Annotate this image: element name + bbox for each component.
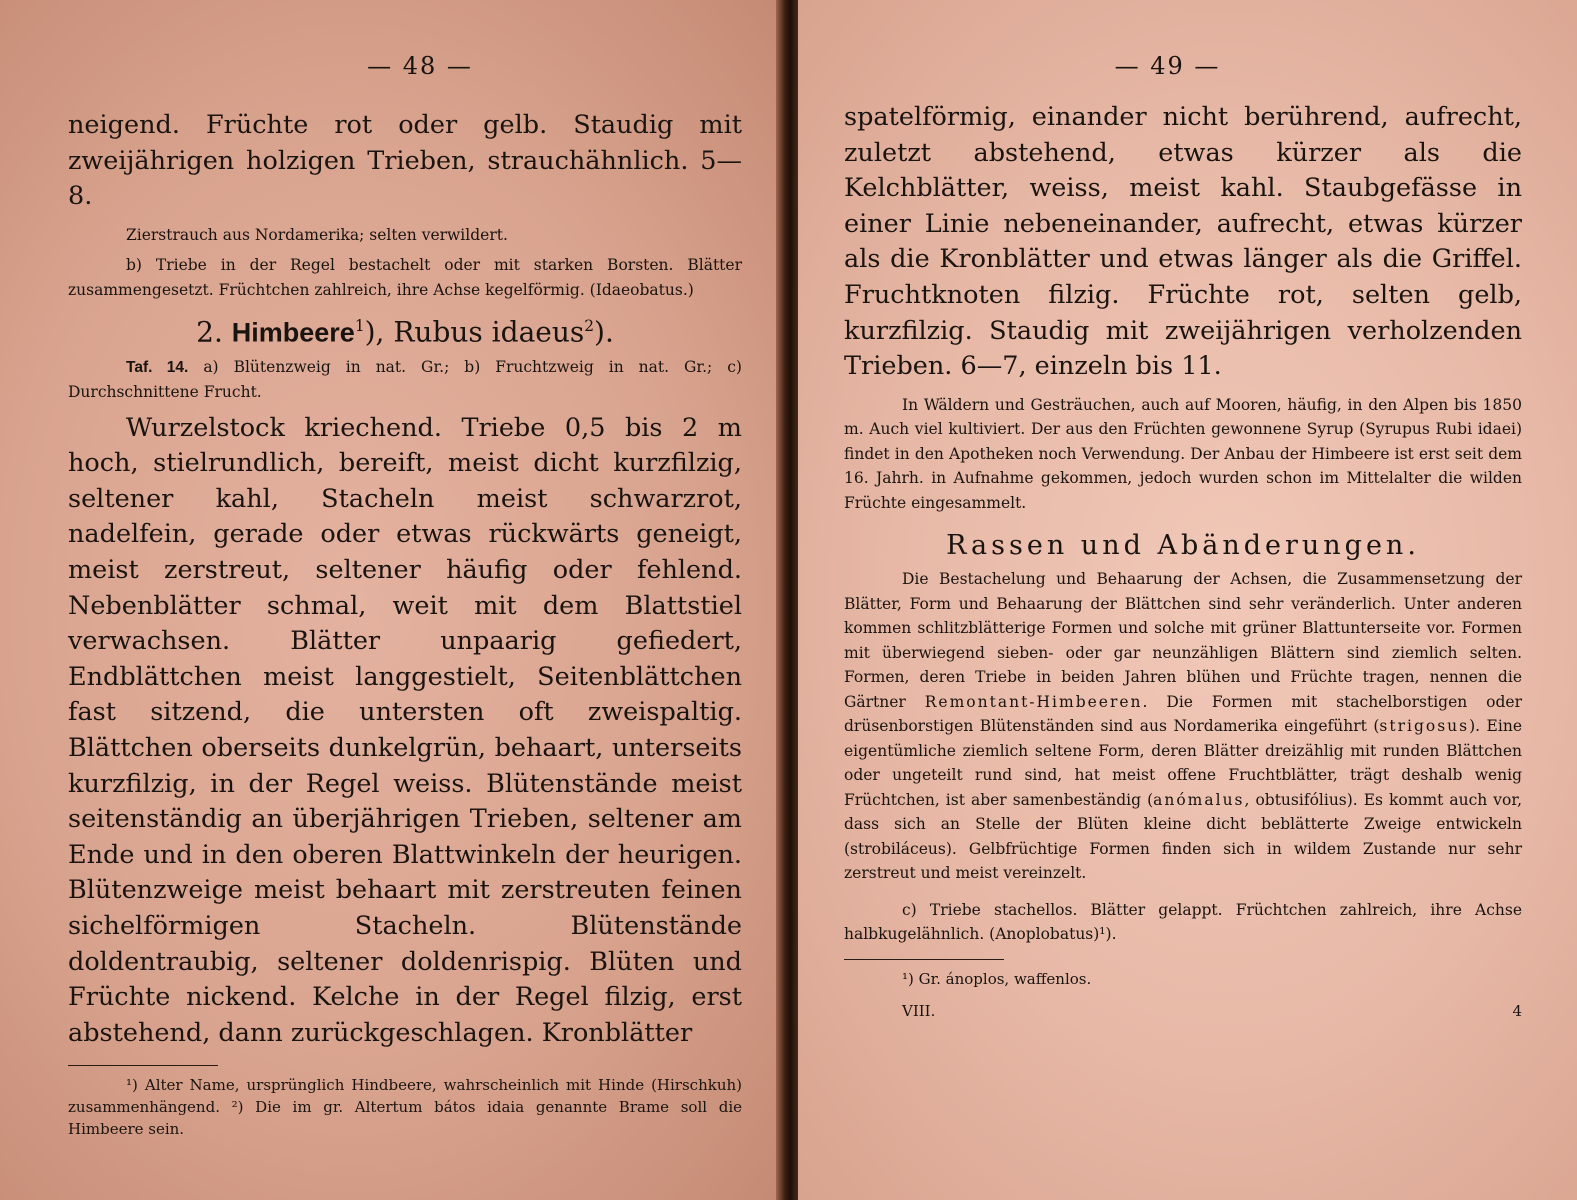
- right-page: [798, 0, 1577, 1200]
- plate-label: Taf. 14.: [126, 358, 189, 376]
- left-page: [0, 0, 780, 1200]
- right-variations: [844, 567, 1522, 886]
- right-footnote-rule: [844, 959, 1004, 960]
- variations-part-3: ). Eine eigentümliche ziemlich seltene Form, deren Blätter dreizählig mit runden Blättchen oder ungeteilt rund sind, hat meist offene Fruchtblätter, trägt deshalb wenig Früchtchen, ist aber samenbeständig (: [844, 717, 1522, 809]
- variations-part-4: , obtusifólius). Es kommt auch vor, dass sich an Stelle der Blüten kleine dicht beblätterte Zweige entwickeln (strobiláceus). Gelbfrüchtige Formen finden sich in wildem Zustande nur sehr zerstreut und meist vereinzelt.: [844, 790, 1523, 883]
- right-bottom-line: [844, 1000, 1522, 1022]
- right-page-content: [798, 100, 1577, 1022]
- species-footnote-mark-2: 2: [584, 317, 595, 336]
- sheet-signature: VIII.: [902, 1001, 936, 1020]
- right-footnote: ¹) Gr. ánoplos, waffenlos.: [902, 969, 1092, 988]
- left-footnote-rule: [68, 1065, 218, 1066]
- sheet-number: 4: [1512, 1001, 1522, 1020]
- right-page-number: — 49 —: [1114, 52, 1221, 80]
- species-common-name: Himbeere: [231, 317, 355, 348]
- plate-caption: [68, 355, 742, 405]
- left-page-number: — 48 —: [367, 52, 473, 80]
- left-description: Wurzelstock kriechend. Triebe 0,5 bis 2 m hoch, stielrundlich, bereift, meist dicht kurzfilzig, seltener kahl, Stacheln meist schwarzrot, nadelfein, gerade oder etwas rückwärts geneigt, meist zerstreut, seltener häufig oder fehlend. Nebenblätter schmal, weit mit dem Blattstiel verwachsen. Blätter unpaarig gefiedert, Endblättchen meist langgestielt, Seitenblättchen fast sitzend, die untersten oft zweispaltig. Blättchen oberseits dunkelgrün, behaart, unterseits kurzfilzig, in der Regel weiss. Blütenstände meist seitenständig an überjährigen Trieben, seltener am Ende und in den oberen Blattwinkeln der heurigen. Blütenzweige meist behaart mit zerstreuten feinen sichelförmigen Stacheln. Blütenstände doldentraubig, seltener doldenrispig. Blüten und Früchte nickend. Kelche in der Regel filzig, erst abstehend, dann zurückgeschlagen. Kronblätter: [68, 412, 742, 1048]
- right-habitat: In Wäldern und Gesträuchen, auch auf Mooren, häufig, in den Alpen bis 1850 m. Auch viel kultiviert. Der aus den Früchten gewonnene Syrup (Syrupus Rubi idaei) findet in den Apotheken noch Verwendung. Der Anbau der Himbeere ist erst seit dem 16. Jahrh. in Aufnahme gekommen, jedoch wurden schon im Mittelalter die wilden Früchte eingesammelt.: [844, 395, 1522, 512]
- left-intro-text: neigend. Früchte rot oder gelb. Staudig mit zweijährigen holzigen Trieben, strauchähnlich. 5—8.: [68, 110, 742, 212]
- left-page-content: [0, 108, 780, 1140]
- variations-part-2: . Die Formen mit stachelborstigen oder drüsenborstigen Blütenständen sind aus Nordamerika eingeführt (: [844, 692, 1522, 736]
- variations-part-1: Die Bestachelung und Behaarung der Achsen, die Zusammensetzung der Blätter, Form und Behaarung der Blättchen sind sehr veränderlich. Unter anderen kommen schlitzblätterige Formen und solche mit grüner Blattunterseite vor. Formen mit überwiegend sieben- oder gar neunzähligen Blättern sind ziemlich selten. Formen, deren Triebe in beiden Jahren blühen und Früchte tragen, nennen die Gärtner: [844, 570, 1522, 711]
- section-title-rassen: Rassen und Abänderungen.: [946, 530, 1420, 562]
- variations-anomalus: anómalus: [1153, 790, 1245, 809]
- variations-strigosus: strigosus: [1379, 717, 1470, 736]
- right-description-continued: spatelförmig, einander nicht berührend, aufrecht, zuletzt abstehend, etwas kürzer als die Kelchblätter, weiss, meist kahl. Staubgefässe in einer Linie nebeneinander, aufrecht, etwas kürzer als die Kronblätter und etwas länger als die Griffel. Fruchtknoten filzig. Früchte rot, selten gelb, kurzfilzig. Staudig mit zweijährigen verholzenden Trieben. 6—7, einzeln bis 11.: [844, 102, 1522, 382]
- left-origin-note: Zierstrauch aus Nordamerika; selten verwildert.: [126, 225, 508, 244]
- plate-text: a) Blütenzweig in nat. Gr.; b) Fruchtzweig in nat. Gr.; c) Durchschnittene Frucht.: [68, 357, 742, 402]
- species-footnote-mark-1: 1: [354, 317, 365, 336]
- species-heading: 2. Himbeere$^1$), Rubus idaeus$^2$).: [196, 315, 614, 349]
- left-section-b: b) Triebe in der Regel bestachelt oder mit starken Borsten. Blätter zusammengesetzt. Früchtchen zahlreich, ihre Achse kegelförmig. (Idaeobatus.): [68, 256, 742, 299]
- species-latin-name: Rubus idaeus: [393, 315, 585, 349]
- species-heading-closing: ).: [594, 315, 614, 349]
- left-footnote: ¹) Alter Name, ursprünglich Hindbeere, wahrscheinlich mit Hinde (Hirschkuh) zusammenhängend. ²) Die im gr. Altertum bátos idaia genannte Brame soll die Himbeere sein.: [68, 1076, 742, 1139]
- species-number: 2.: [196, 315, 223, 349]
- variations-remontant: Remontant-Himbeeren: [924, 692, 1143, 711]
- right-section-c: c) Triebe stachellos. Blätter gelappt. Früchtchen zahlreich, ihre Achse halbkugelähnlich. (Anoplobatus)¹).: [844, 900, 1522, 944]
